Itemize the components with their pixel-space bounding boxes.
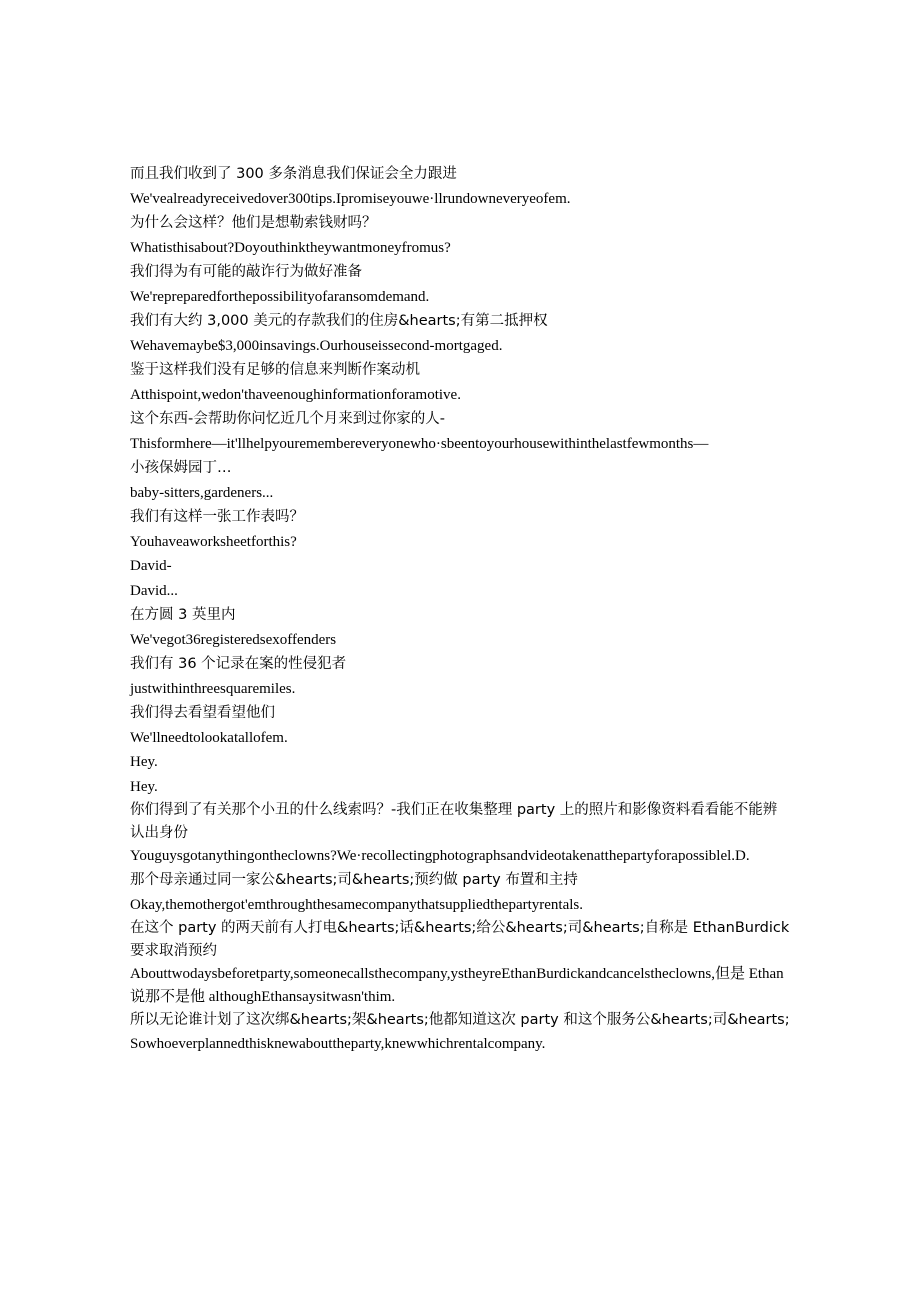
line-04: Whatisthisabout?Doyouthinktheywantmoneyfromus? [130, 239, 451, 256]
line-08: Wehavemaybe$3,000insavings.Ourhouseissecond-mortgaged. [130, 337, 503, 354]
line-17: David- [130, 558, 172, 574]
line-14: baby-sitters,gardeners... [130, 484, 274, 501]
line-02: We'vealreadyreceivedover300tips.Ipromiseyouwe·llrundowneveryeofem. [130, 190, 571, 207]
line-26: Hey. [130, 778, 158, 795]
line-22: justwithinthreesquaremiles. [130, 680, 296, 697]
line-06: We'repreparedforthepossibilityofaransomdemand. [130, 288, 430, 305]
line-10: Atthispoint,wedon'thaveenoughinformationforamotive. [130, 386, 461, 403]
line-01: 而且我们收到了 300 多条消息我们保证会全力跟进 [130, 166, 457, 182]
line-12: Thisformhere—it'llhelpyouremembereveryonewho·sbeentoyourhousewithinthelastfewmonths— [130, 435, 709, 452]
line-32: Abouttwodaysbeforetparty,someonecallsthecompany,ystheyreEthanBurdickandcancelstheclowns,但是 Ethan 说那不是他 althoughEthansaysitwasn'thim. [130, 966, 784, 1005]
line-27: 你们得到了有关那个小丑的什么线索吗？-我们正在收集整理 party 上的照片和影像资料看看能不能辨认出身份 [130, 802, 778, 841]
line-19: 在方圆 3 英里内 [130, 607, 236, 623]
line-21: 我们有 36 个记录在案的性侵犯者 [130, 656, 347, 672]
line-05: 我们得为有可能的敲诈行为做好准备 [130, 264, 362, 280]
line-25: Hey. [130, 754, 158, 770]
document-body [130, 162, 790, 1057]
line-31: 在这个 party 的两天前有人打电&hearts;话&hearts;给公&hearts;司&hearts;自称是 EthanBurdick 要求取消预约 [130, 920, 790, 959]
line-03: 为什么会这样？他们是想勒索钱财吗？ [130, 215, 377, 231]
line-29: 那个母亲通过同一家公&hearts;司&hearts;预约做 party 布置和主持 [130, 872, 578, 888]
line-15: 我们有这样一张工作表吗？ [130, 509, 304, 525]
line-30: Okay,themothergot'emthroughthesamecompanythatsuppliedthepartyrentals. [130, 896, 583, 913]
line-24: We'llneedtolookatallofem. [130, 729, 288, 746]
line-09: 鉴于这样我们没有足够的信息来判断作案动机 [130, 362, 420, 378]
line-20: We'vegot36registeredsexoffenders [130, 631, 337, 648]
line-16: Youhaveaworksheetforthis? [130, 533, 297, 550]
line-33: 所以无论谁计划了这次绑&hearts;架&hearts;他都知道这次 party 和这个服务公&hearts;司&hearts; [130, 1012, 790, 1028]
line-11: 这个东西-会帮助你问忆近几个月来到过你家的人- [130, 411, 445, 427]
line-18: David... [130, 582, 178, 599]
line-13: 小孩保姆园丁… [130, 460, 232, 476]
line-07: 我们有大约 3,000 美元的存款我们的住房&hearts;有第二抵押权 [130, 313, 548, 329]
line-34: Sowhoeverplannedthisknewabouttheparty,knewwhichrentalcompany. [130, 1036, 546, 1052]
line-23: 我们得去看望看望他们 [130, 705, 275, 721]
line-28: Youguysgotanythingontheclowns?We·recollectingphotographsandvideotakenatthepartyforapossiblel.D. [130, 848, 750, 864]
